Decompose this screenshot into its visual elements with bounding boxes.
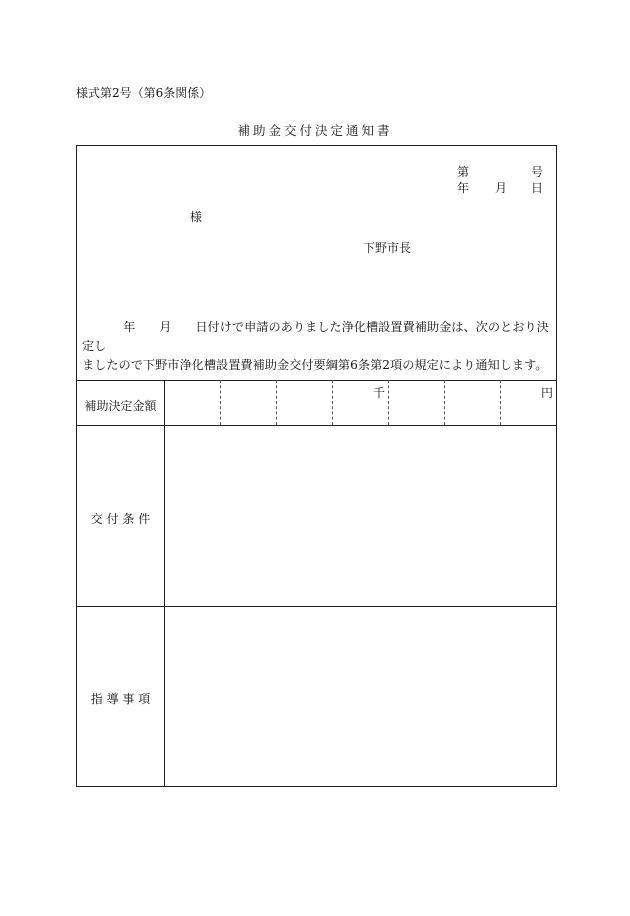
- digit-divider: [500, 380, 501, 425]
- unit-thousand: 千: [373, 386, 386, 400]
- unit-yen: 円: [541, 386, 554, 400]
- digit-divider: [332, 380, 333, 425]
- amount-label: 補助決定金額: [84, 399, 157, 413]
- form-frame: [76, 145, 557, 787]
- number-suffix: 号: [531, 165, 544, 179]
- date-year: 年: [457, 181, 470, 195]
- date-month: 月: [495, 181, 508, 195]
- form-number-label: 様式第2号（第6条関係）: [76, 86, 212, 100]
- conditions-field[interactable]: [165, 426, 556, 606]
- body-year: 年: [123, 320, 136, 334]
- body-month: 月: [159, 320, 172, 334]
- digit-divider: [444, 380, 445, 425]
- guidance-field[interactable]: [165, 607, 556, 786]
- divider: [77, 380, 556, 381]
- notice-body: [82, 318, 552, 375]
- date-day: 日: [531, 181, 544, 195]
- addressee-honorific: 様: [190, 210, 203, 224]
- guidance-label: 指 導 事 項: [90, 692, 151, 706]
- conditions-label: 交 付 条 件: [90, 512, 151, 526]
- digit-divider: [220, 380, 221, 425]
- issuer-name: 下野市長: [363, 241, 412, 255]
- body-line2: ましたので下野市浄化槽設置費補助金交付要綱第6条第2項の規定により通知します。: [82, 358, 548, 372]
- number-prefix: 第: [457, 165, 470, 179]
- digit-divider: [276, 380, 277, 425]
- digit-divider: [388, 380, 389, 425]
- body-line1: 日付けで申請のありました浄化槽設置費補助金は、次のとおり決定し: [82, 320, 549, 353]
- document-title: 補助金交付決定通知書: [237, 123, 393, 138]
